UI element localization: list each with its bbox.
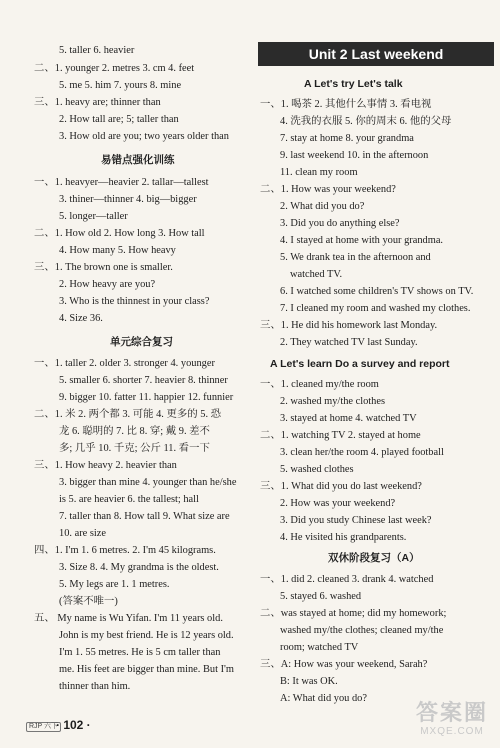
answer-line: (答案不唯一) [59,596,118,607]
answer-line: 2. They watched TV last Sunday. [280,337,418,348]
answer-line: 3. stayed at home 4. watched TV [280,413,417,424]
answer-line: 11. clean my room [280,167,358,178]
grade-badge: RJP 六下 [26,722,61,732]
answer-line: 2. What did you do? [280,201,365,212]
answer-line: 一、1. cleaned my/the room [260,379,379,390]
answer-line: 4. 洗我的衣服 5. 你的周末 6. 他的父母 [280,116,452,127]
answer-line: 二、1. 米 2. 两个都 3. 可能 4. 更多的 5. 恐 [34,409,222,420]
section-title: 易错点强化训练 [101,154,175,166]
answer-line: John is my best friend. He is 12 years old. [59,630,234,641]
answer-line: 2. washed my/the clothes [280,396,386,407]
watermark-url: MXQE.COM [420,726,484,737]
watermark-logo [408,700,496,744]
answer-line: 7. taller than 8. How tall 9. What size are [59,511,230,522]
answer-line: watched TV. [290,269,343,280]
answer-line: 7. stay at home 8. your grandma [280,133,414,144]
section-title: A Let's learn Do a survey and report [270,358,450,370]
answer-line: 9. bigger 10. fatter 11. happier 12. funnier [59,392,234,403]
answer-line: 4. He visited his grandparents. [280,532,407,543]
answer-line: room; watched TV [280,642,359,653]
answer-line: 一、1. taller 2. older 3. stronger 4. younger [34,358,215,369]
answer-line: 二、was stayed at home; did my homework; [260,608,447,619]
answer-line: 5. washed clothes [280,464,354,475]
answer-line: 三、1. He did his homework last Monday. [260,320,438,331]
page-number: · 102 · [56,718,91,732]
answer-line: 三、1. What did you do last weekend? [260,481,422,492]
answer-line: 5. me 5. him 7. yours 8. mine [59,80,182,91]
answer-line: 3. thiner—thinner 4. big—bigger [59,194,197,205]
answer-line: 三、1. The brown one is smaller. [34,262,173,273]
answer-line: 3. clean her/the room 4. played football [280,447,444,458]
answer-line: 5. My legs are 1. 1 metres. [59,579,170,590]
answer-line: 3. How old are you; two years older than [59,131,229,142]
answer-line: 多; 几乎 10. 千克; 公斤 11. 看一下 [59,443,210,454]
answer-line: 5. We drank tea in the afternoon and [280,252,431,263]
answer-line: 二、1. watching TV 2. stayed at home [260,430,421,441]
answer-line: 3. Did you do anything else? [280,218,400,229]
answer-line: 四、1. I'm 1. 6 metres. 2. I'm 45 kilograms. [34,545,216,556]
answer-line: 5. taller 6. heavier [59,45,135,56]
answer-line: 二、1. How was your weekend? [260,184,396,195]
answer-line: 2. How heavy are you? [59,279,156,290]
answer-line: 3. Did you study Chinese last week? [280,515,432,526]
section-title: A Let's try Let's talk [304,78,403,90]
answer-line: 7. I cleaned my room and washed my clothes. [280,303,471,314]
answer-line: 一、1. 喝茶 2. 其他什么事情 3. 看电视 [260,99,432,110]
answer-line: 五、 My name is Wu Yifan. I'm 11 years old. [34,613,223,624]
answer-line: 6. I watched some children's TV shows on TV. [280,286,474,297]
watermark-text: 答案圈 [415,700,488,725]
answer-line: 一、1. heavyer—heavier 2. tallar—tallest [34,177,209,188]
answer-line: 3. Size 8. 4. My grandma is the oldest. [59,562,219,573]
answer-line: 三、A: How was your weekend, Sarah? [260,659,428,670]
unit-title: Unit 2 Last weekend [258,42,494,66]
answer-line: 一、1. did 2. cleaned 3. drank 4. watched [260,574,434,585]
answer-line: 三、1. heavy are; thinner than [34,97,161,108]
answer-line: washed my/the clothes; cleaned my/the [280,625,444,636]
answer-line: 4. Size 36. [59,313,103,324]
answer-line: thinner than him. [59,681,131,692]
answer-line: 5. stayed 6. washed [280,591,362,602]
answer-line: 10. are size [59,528,107,539]
answer-line: me. His feet are bigger than mine. But I'm [59,664,234,675]
answer-line: I'm 1. 55 metres. He is 5 cm taller than [59,647,221,658]
answer-line: 三、1. How heavy 2. heavier than [34,460,177,471]
answer-line: 5. smaller 6. shorter 7. heavier 8. thinner [59,375,228,386]
answer-line: 2. How tall are; 5; taller than [59,114,179,125]
section-title: 单元综合复习 [110,336,173,348]
answer-line: 龙 6. 聪明的 7. 比 8. 穿; 戴 9. 差不 [59,426,210,437]
answer-line: 二、1. younger 2. metres 3. cm 4. feet [34,63,195,74]
answer-line: 二、1. How old 2. How long 3. How tall [34,228,205,239]
answer-line: 4. I stayed at home with your grandma. [280,235,444,246]
answer-line: 4. How many 5. How heavy [59,245,176,256]
answer-line: 5. longer—taller [59,211,128,222]
answer-line: 9. last weekend 10. in the afternoon [280,150,429,161]
answer-line: 3. bigger than mine 4. younger than he/she [59,477,237,488]
answer-line: 3. Who is the thinnest in your class? [59,296,210,307]
answer-line: 2. How was your weekend? [280,498,396,509]
section-title: 双休阶段复习（A） [328,552,420,564]
answer-line: is 5. are heavier 6. the tallest; hall [59,494,199,505]
answer-line: B: It was OK. [280,676,338,687]
answer-line: A: What did you do? [280,693,367,704]
